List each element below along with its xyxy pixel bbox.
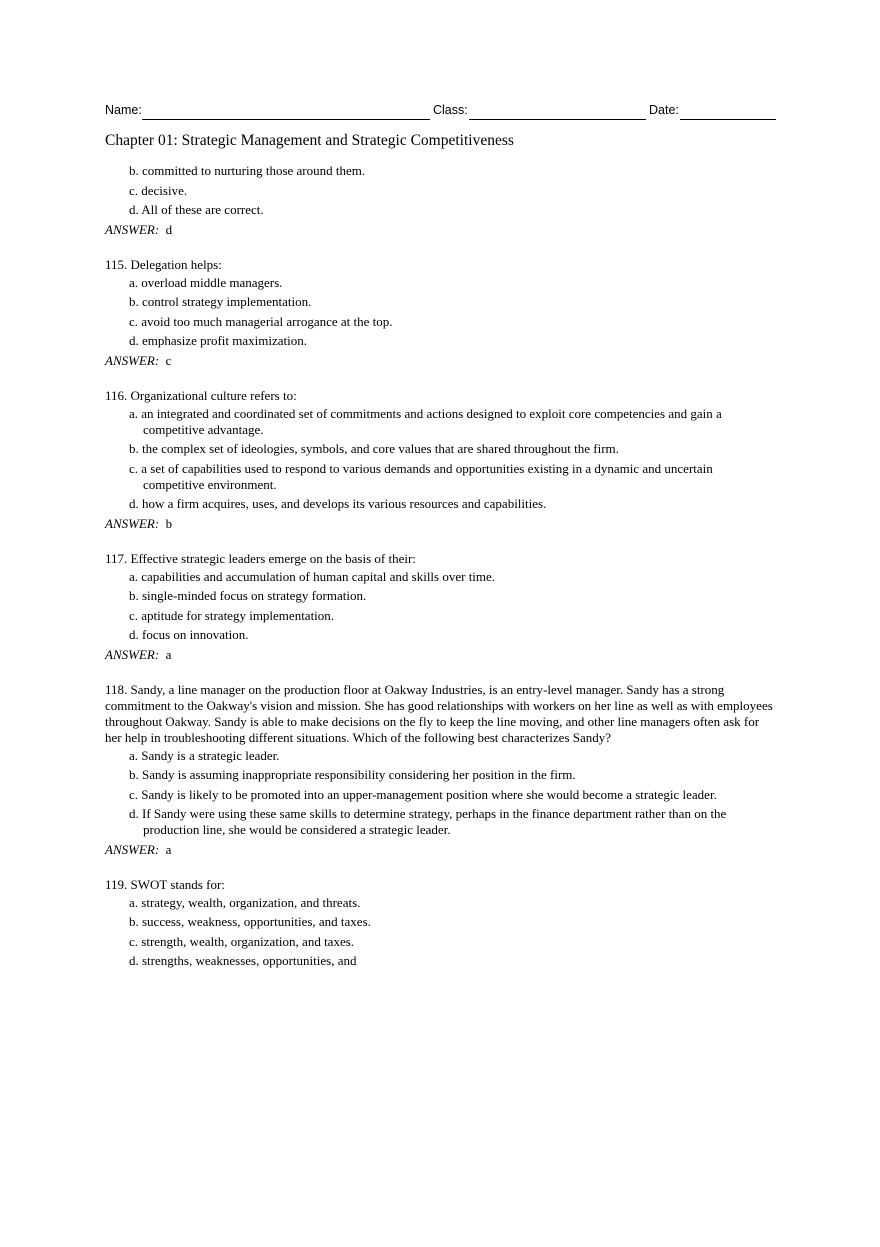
answer-value: a [165, 646, 172, 662]
answer-option: a. overload middle managers. [129, 274, 283, 290]
question-stem: 119. SWOT stands for: [105, 876, 225, 892]
question-119 [105, 877, 775, 970]
question-118 [105, 682, 775, 858]
class-label: Class: [433, 103, 468, 117]
date-blank-line [680, 119, 776, 120]
answer-option: a. Sandy is a strategic leader. [129, 747, 280, 763]
question-content [105, 163, 775, 973]
answer-option: d. If Sandy were using these same skills to determine strategy, perhaps in the finance department rather than on the production line, she would be considered a strategic leader. [129, 806, 727, 837]
question-stem: 116. Organizational culture refers to: [105, 387, 297, 403]
answer-label: ANSWER: [105, 646, 160, 662]
continued-question [105, 163, 775, 238]
answer-option: d. emphasize profit maximization. [129, 333, 307, 348]
answer-option: c. aptitude for strategy implementation. [129, 607, 335, 623]
answer-option: d. All of these are correct. [129, 202, 264, 217]
answer-value: a [165, 841, 172, 857]
answer-label: ANSWER: [105, 515, 160, 531]
answer-option: b. success, weakness, opportunities, and taxes. [129, 914, 371, 929]
answer-option: c. a set of capabilities used to respond to various demands and opportunities existing in a dynamic and uncertain competitive environment. [129, 460, 713, 492]
question-116 [105, 388, 775, 532]
answer-option: b. committed to nurturing those around them. [129, 163, 366, 178]
answer-option: d. focus on innovation. [129, 627, 249, 642]
answer-option: b. Sandy is assuming inappropriate responsibility considering her position in the firm. [129, 767, 576, 782]
answer-option: d. strengths, weaknesses, opportunities, and [129, 953, 357, 968]
answer-option: d. how a firm acquires, uses, and develops its various resources and capabilities. [129, 496, 547, 511]
answer-option: a. capabilities and accumulation of human capital and skills over time. [129, 568, 496, 584]
question-117 [105, 551, 775, 663]
answer-label: ANSWER: [105, 841, 160, 857]
answer-line [105, 516, 775, 532]
answer-option: a. an integrated and coordinated set of commitments and actions designed to exploit core competencies and gain a competitive advantage. [129, 405, 722, 437]
answer-value: d [165, 221, 173, 237]
answer-option: c. Sandy is likely to be promoted into an upper-management position where she would become a strategic leader. [129, 786, 717, 802]
answer-label: ANSWER: [105, 352, 160, 368]
chapter-title: Chapter 01: Strategic Management and Strategic Competitiveness [105, 132, 514, 149]
class-blank-line [469, 119, 646, 120]
answer-option: c. decisive. [129, 182, 188, 198]
page-header [105, 103, 777, 121]
answer-value: b [165, 515, 173, 531]
date-label: Date: [649, 103, 679, 117]
answer-option: a. strategy, wealth, organization, and threats. [129, 894, 361, 910]
answer-option: b. single-minded focus on strategy formation. [129, 588, 367, 603]
answer-option: c. avoid too much managerial arrogance at the top. [129, 313, 393, 329]
question-stem: 115. Delegation helps: [105, 256, 222, 272]
answer-line [105, 842, 775, 858]
answer-option: b. control strategy implementation. [129, 294, 312, 309]
answer-option: b. the complex set of ideologies, symbols, and core values that are shared throughout the firm. [129, 441, 619, 456]
question-115 [105, 257, 775, 369]
name-label: Name: [105, 103, 142, 117]
answer-line [105, 222, 775, 238]
question-stem: 118. Sandy, a line manager on the production floor at Oakway Industries, is an entry-level manager. Sandy has a strong commitment to the Oakway's vision and mission. She has good relationships with workers on her line as well as with employees throughout Oakway. Sandy is able to make decisions on the fly to keep the line moving, and other line managers often ask for her help in troubleshooting different situations. Which of the following best characterizes Sandy? [105, 681, 773, 745]
answer-value: c [165, 352, 172, 368]
question-stem: 117. Effective strategic leaders emerge on the basis of their: [105, 550, 416, 566]
answer-line [105, 353, 775, 369]
name-blank-line [142, 119, 430, 120]
answer-line [105, 647, 775, 663]
answer-option: c. strength, wealth, organization, and taxes. [129, 933, 355, 949]
answer-label: ANSWER: [105, 221, 160, 237]
